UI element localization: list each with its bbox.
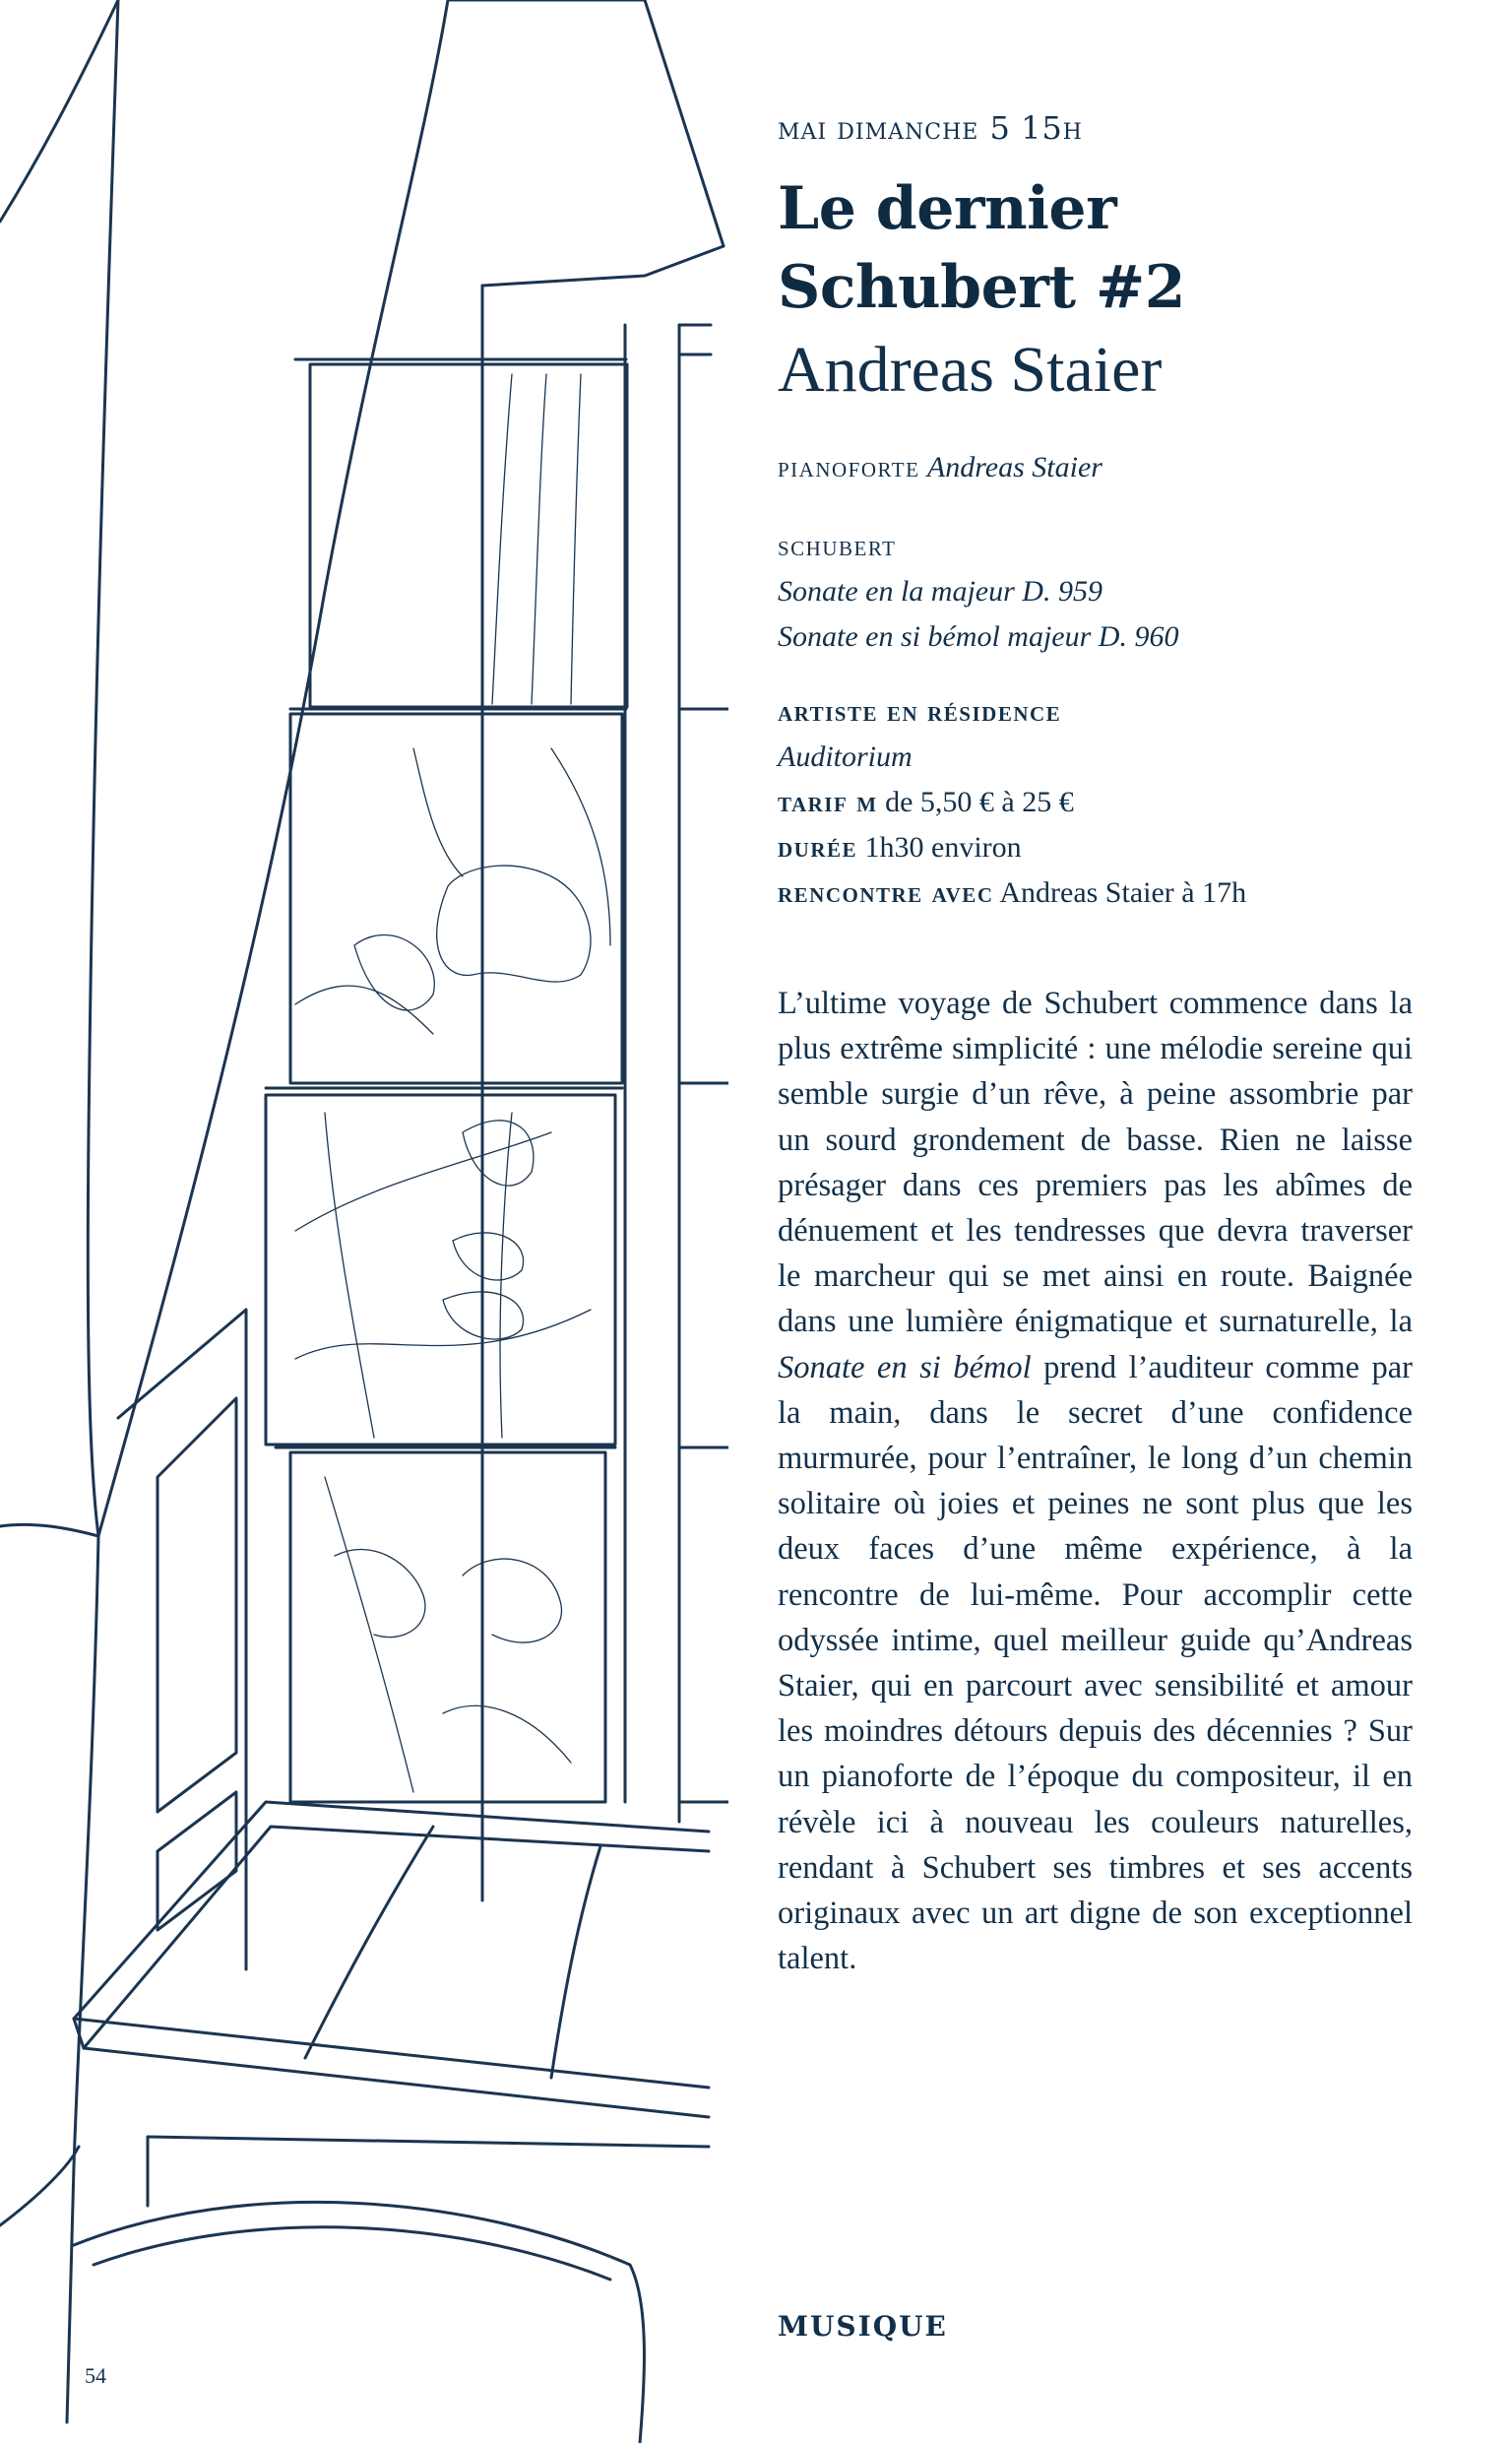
composer-name: schubert xyxy=(778,530,897,562)
duree-row xyxy=(778,825,1413,870)
event-day: dimanche 5 xyxy=(837,109,1011,147)
tarif-row xyxy=(778,780,1413,825)
window-curtain-illustration xyxy=(0,0,728,2443)
event-title-line-1: Le dernier xyxy=(778,174,1117,243)
program-work: Sonate en si bémol majeur D. 960 xyxy=(778,620,1179,653)
description-part-1: L’ultime voyage de Schubert commence dans la plus extrême simplicité : une mélodie sereine qui semble surgie d’un rêve, à peine assombrie par un sourd grondement de basse. Rien ne laisse présager dans ces premiers pas les abîmes de dénuement et les tendresses que devra traverser le marcheur qui se met ainsi en route. Baignée dans une lumière énigmatique et surnaturelle, la xyxy=(778,986,1413,1340)
duree-value: 1h30 environ xyxy=(864,831,1022,864)
window-sill-drawing xyxy=(74,1802,709,2206)
tarif-value: de 5,50 € à 25 € xyxy=(885,786,1074,818)
rencontre-label: rencontre avec xyxy=(778,876,994,909)
duree-label: durée xyxy=(778,831,858,864)
event-date xyxy=(778,108,1413,148)
description-part-2: prend l’auditeur comme par la main, dans le secret d’une confidence murmurée, pour l’entraîner, le long d’un chemin solitaire où joies et peines ne sont plus que les deux faces d’une même expérience, à la rencontre de lui-même. Pour accomplir cette odyssée intime, quel meilleur guide qu’Andreas Staier, qui en parcourt avec sensibilité et amour les moindres détours depuis des décennies ? Sur un pianoforte de l’époque du compositeur, il en révèle ici à nouveau les couleurs naturelles, rendant à Schubert ses timbres et ses accents originaux avec un art digne de son exceptionnel talent. xyxy=(778,1349,1413,1977)
event-month: mai xyxy=(778,109,828,147)
rencontre-value: Andreas Staier à 17h xyxy=(999,876,1247,909)
instrument-label: pianoforte xyxy=(778,451,920,483)
event-text-column xyxy=(778,108,1413,1981)
window-frame-drawing xyxy=(118,0,728,1969)
program-block xyxy=(778,524,1413,660)
event-time: 15h xyxy=(1021,109,1083,147)
tarif-label: tarif m xyxy=(778,786,878,818)
instrument-row xyxy=(778,445,1413,490)
section-category: MUSIQUE xyxy=(778,2310,948,2343)
program-work: Sonate en la majeur D. 959 xyxy=(778,575,1102,608)
rencontre-row xyxy=(778,870,1413,916)
page-number: 54 xyxy=(85,2363,106,2388)
instrument-performer: Andreas Staier xyxy=(926,451,1102,483)
venue-name: Auditorium xyxy=(778,740,913,773)
practical-info-block xyxy=(778,689,1413,916)
residence-label: artiste en résidence xyxy=(778,695,1062,728)
event-description xyxy=(778,981,1413,1981)
chair-drawing xyxy=(74,2202,644,2443)
event-title-line-2: Schubert #2 xyxy=(778,253,1185,322)
description-italic-title: Sonate en si bémol xyxy=(778,1349,1032,1385)
event-title xyxy=(778,169,1413,327)
event-performer: Andreas Staier xyxy=(778,334,1163,406)
